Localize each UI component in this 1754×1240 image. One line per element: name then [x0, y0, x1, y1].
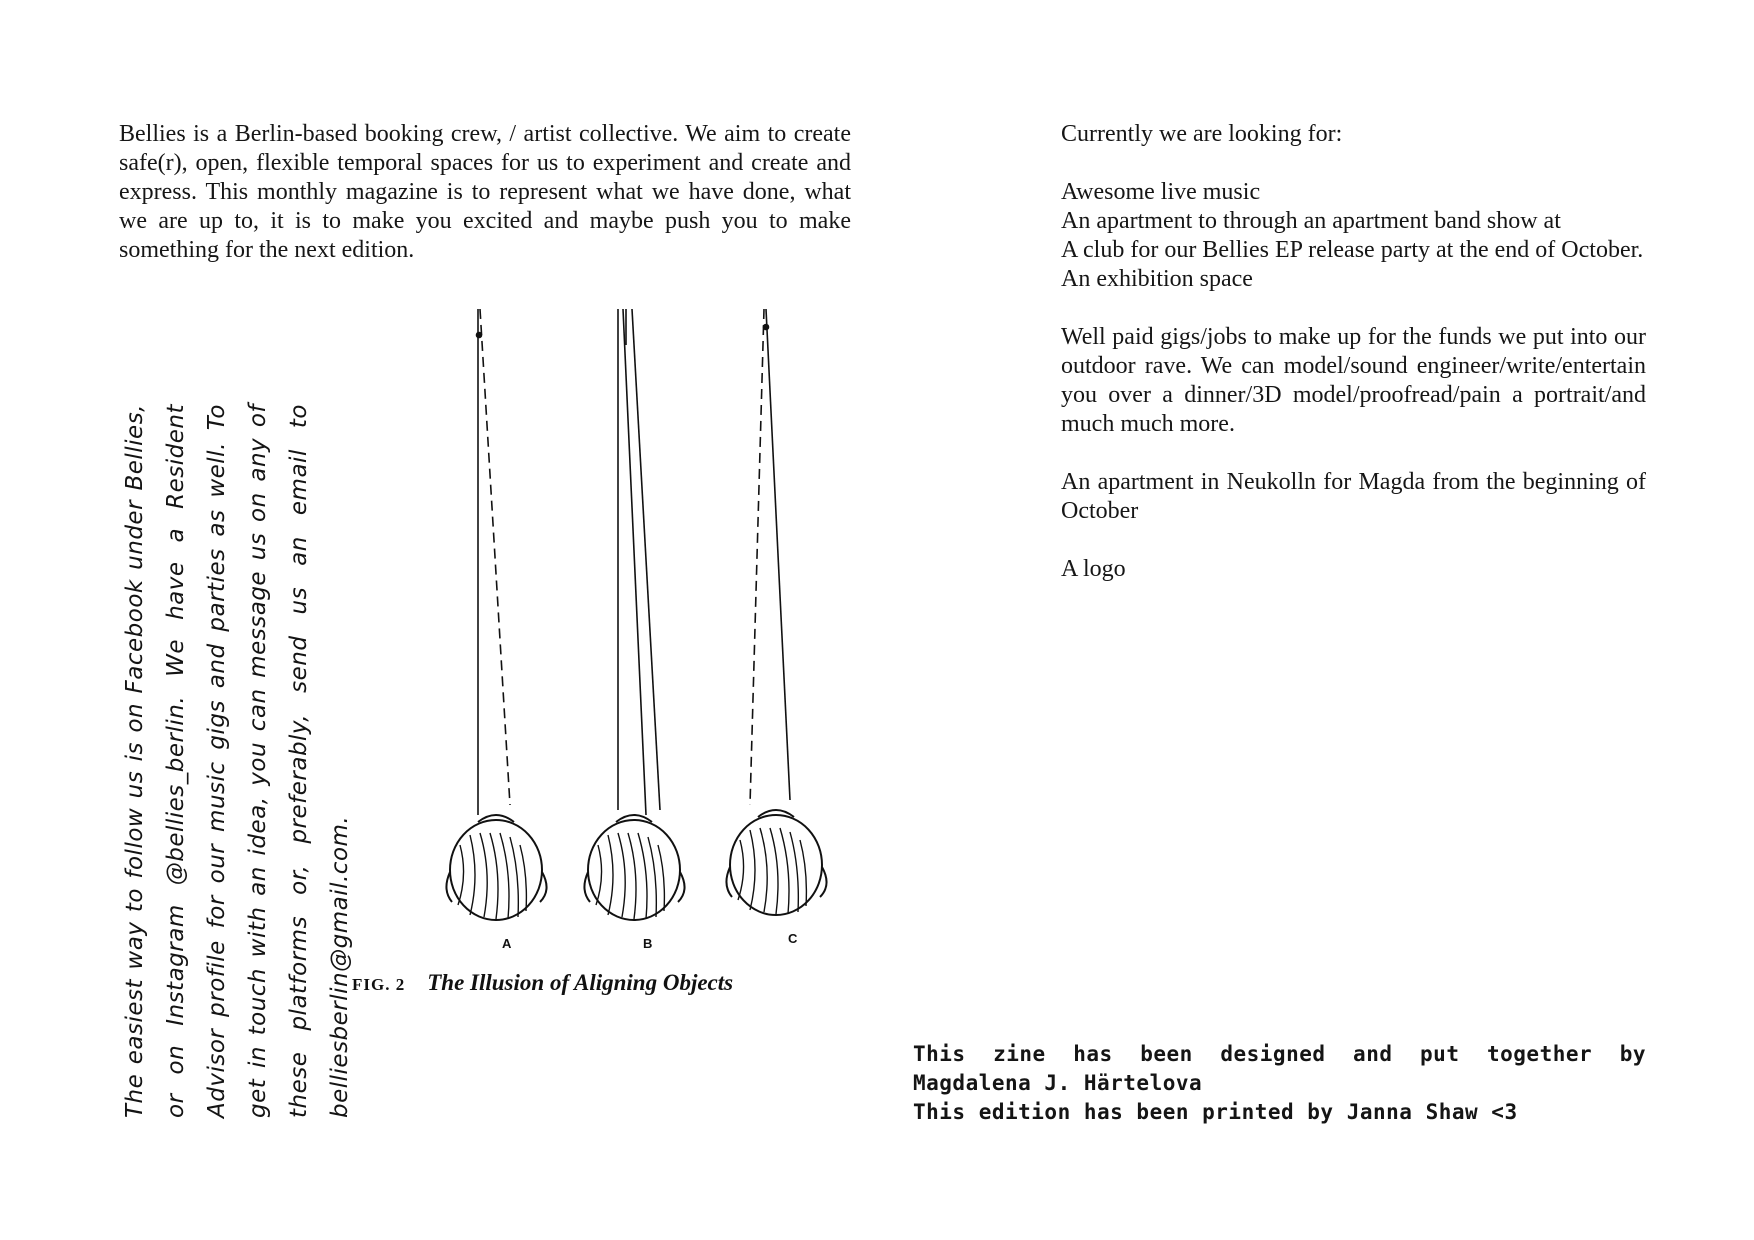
social-info-rotated: [115, 404, 361, 1118]
credits-line-printed: This edition has been printed by Janna Shaw <3: [913, 1100, 1518, 1124]
credits-line-designer-name: Magdalena J. Härtelova: [913, 1071, 1203, 1095]
figure-number: FIG. 2: [352, 975, 406, 994]
wishlist-gigs-paragraph: Well paid gigs/jobs to make up for the funds we put into our outdoor rave. We can model/sound engineer/write/entertain you over a dinner/3D model/proofread/pain a portrait/and much much more.: [1061, 324, 1646, 437]
wishlist-logo: A logo: [1061, 556, 1126, 582]
wishlist-item: A club for our Bellies EP release party at the end of October.: [1061, 237, 1644, 263]
wishlist-item: An exhibition space: [1061, 266, 1253, 292]
wishlist-heading: Currently we are looking for:: [1061, 121, 1343, 147]
figure-label-c: C: [788, 931, 798, 946]
wishlist-item: Awesome live music: [1061, 179, 1261, 205]
wishlist-item: An apartment to through an apartment band show at: [1061, 208, 1561, 234]
intro-paragraph: [119, 120, 851, 265]
pendulum-heads-illustration: [440, 305, 860, 945]
illusion-figure: [440, 305, 860, 951]
wishlist-apartment-paragraph: An apartment in Neukolln for Magda from the beginning of October: [1061, 469, 1646, 524]
figure-label-b: B: [643, 936, 653, 951]
figure-caption: [352, 970, 733, 996]
figure-label-a: A: [502, 936, 512, 951]
credits-block: [913, 1040, 1646, 1127]
intro-text: Bellies is a Berlin-based booking crew, / artist collective. We aim to create safe(r), open, flexible temporal spaces for us to experiment and create and express. This monthly magazine is to represent what we have done, what we are up to, it is to make you excited and maybe push you to make something for the next edition.: [119, 121, 851, 263]
wishlist-section: [1061, 120, 1646, 584]
social-text: The easiest way to follow us is on Facebook under Bellies, or on Instagram @bellies_berlin. We have a Resident Advisor profile for our music gigs and parties as well. To get in touch with an idea, you can message us on any of these platforms or, preferably, send us an email to belliesberlin@gmail.com.: [122, 404, 353, 1118]
credits-line-designed: This zine has been designed and put together by: [913, 1042, 1646, 1066]
figure-title: The Illusion of Aligning Objects: [427, 970, 734, 995]
